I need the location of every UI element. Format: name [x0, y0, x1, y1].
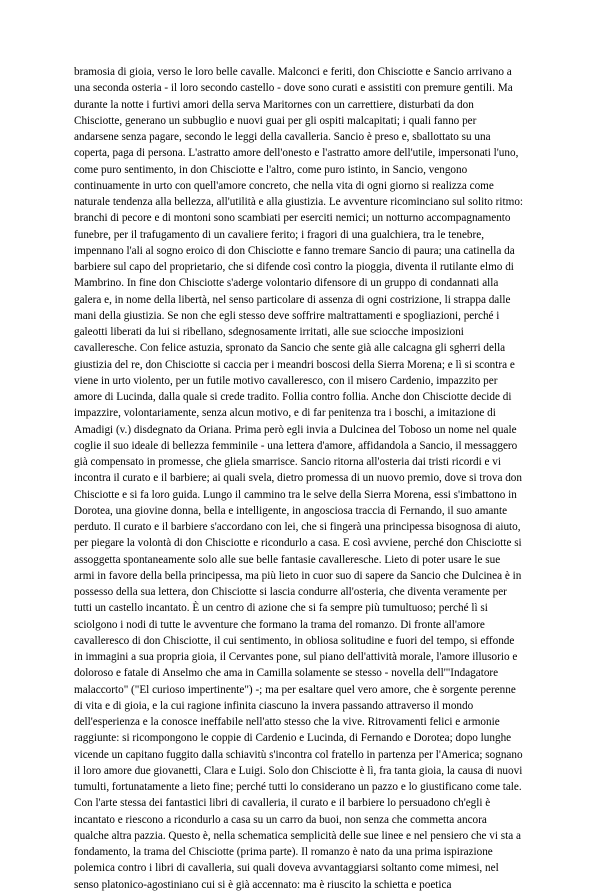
text-line: per piegare la volontà di don Chisciotte e ricondurlo a casa. E così avviene, perché don Chisciotte si — [74, 537, 522, 550]
text-line: incantato e riescono a ricondurlo a casa su un carro da buoi, non senza che commetta ancora — [74, 813, 487, 826]
text-line: Amadigi (v.) disdegnato da Oriana. Prima però egli invia a Dulcinea del Toboso un nome nel quale — [74, 423, 517, 436]
text-line: assoggetta spontaneamente solo alle sue belle fantasie cavalleresche. Lieto di poter usare le sue — [74, 553, 501, 566]
text-line: armi in favore della bella principessa, ma più lieto in cuor suo di sapere da Sancio che Dulcinea è in — [74, 569, 522, 582]
text-line: continuamente in urto con quell'amore concreto, che nella vita di ogni giorno si realizza come — [74, 179, 494, 192]
text-line: in immagini a sua propria gioia, il Cervantes pone, sul piano dell'attività morale, l'amore illusorio e — [74, 651, 518, 663]
text-line: naturale tendenza alla bellezza, all'utilità e alla giustizia. Le avventure ricominciano sul solito ritmo: — [74, 196, 524, 208]
text-line: impazzire, volontariamente, senza alcun motivo, e di far penitenza tra i boschi, a imitazione di — [74, 407, 496, 420]
text-line: funebre, per il trafugamento di un cavaliere ferito; i fragori di una gualchiera, tra le tenebre, — [74, 228, 485, 241]
text-line: qualche altra pazzia. Questo è, nella schematica semplicità delle sue linee e nel pensiero che vi sta a — [74, 829, 521, 842]
text-line: amore di Lucinda, dalla quale si crede tradito. Follia contro follia. Anche don Chisciotte decide di — [74, 391, 512, 403]
text-line: cavalleresco di don Chisciotte, il cui sentimento, in obliosa solitudine e fuori del tempo, si effonde — [74, 634, 515, 647]
text-line: fondamento, la trama del Chisciotte (prima parte). Il romanzo è nato da una prima ispirazione — [74, 846, 493, 858]
text-line: giustizia del re, don Chisciotte si caccia per i meandri boscosi della Sierra Morena; e lì si scontra e — [74, 358, 515, 371]
text-line: vicende un capitano fuggito dalla schiavitù s'incontra col fratello in partenza per l'America; sognano — [74, 748, 523, 761]
text-line: di vita e di gioia, e la cui ragione infinita ciascuno la invera passando attraverso il mondo — [74, 699, 474, 712]
text-line: già compensato in promesse, che gliela smarrisce. Sancio ritorna all'osteria dai tristi ricordi e vi — [74, 456, 502, 468]
text-line: mani della giustizia. Se non che egli stesso deve soffrire maltrattamenti e spogliazioni, perché i — [74, 309, 500, 322]
text-line: durante la notte i furtivi amori della serva Maritornes con un carrettiere, disturbati da don — [74, 98, 474, 111]
text-line: sciolgono i nodi di tutte le avventure che formano la trama del romanzo. Di fronte all'amore — [74, 618, 485, 631]
text-line: dell'esperienza e la conosce ineffabile nell'atto stesso che la vive. Ritrovamenti felici e armonie — [74, 716, 500, 728]
text-line: doloroso e fatale di Anselmo che ama in Camilla solamente se stesso - novella dell'"Indagatore — [74, 667, 499, 680]
text-line: galera e, in nome della libertà, nel senso particolare di assenza di ogni costrizione, li strappa dalle — [74, 293, 511, 306]
text-line: malaccorto" ("El curioso impertinente") -; ma per esaltare quel vero amore, che è sorgente perenne — [74, 683, 516, 696]
document-body — [74, 64, 536, 893]
text-line: Mambrino. In fine don Chisciotte s'aderge volontario difensore di un gruppo di condannati alla — [74, 277, 499, 290]
text-line: cavalleresche. Con felice astuzia, spronato da Sancio che sente già alle calcagna gli sgherri della — [74, 342, 506, 355]
text-line: barbiere sul capo del proprietario, che si difende così contro la pioggia, diventa il rutilante elmo di — [74, 261, 514, 273]
text-line: senso platonico-agostiniano cui si è già accennato: ma è riuscito la schietta e poetica — [74, 878, 452, 891]
text-line: impennano l'ali al sogno eroico di don Chisciotte e fanno tremare Sancio di paura; una catinella da — [74, 244, 515, 257]
text-line: Chisciotte e si fa loro guida. Lungo il cammino tra le selve della Sierra Morena, essi s'imbattono in — [74, 488, 517, 501]
text-line: andarsene senza pagare, secondo le leggi della cavalleria. Sancio è preso e, sballottato su una — [74, 131, 491, 143]
text-line: Con l'arte stessa dei fantastici libri di cavalleria, il curato e il barbiere lo persuadono ch'egli è — [74, 797, 491, 810]
text-line: coperta, paga di persona. L'astratto amore dell'onesto e l'astratto amore dell'utile, impersonati l'uno, — [74, 147, 519, 160]
text-line: possesso della sua lettera, don Chisciotte si lascia condurre all'osteria, che diventa veramente per — [74, 586, 507, 598]
text-line: il loro amore due giovanetti, Clara e Luigi. Solo don Chisciotte è lì, fra tanta gioia, la causa di nuovi — [74, 764, 523, 777]
text-line: branchi di pecore e di montoni sono scambiati per eserciti nemici; un notturno accompagnamento — [74, 212, 511, 225]
text-line: coglie il suo ideale di bellezza femminile - una lettera d'amore, affidandola a Sancio, il messaggero — [74, 439, 518, 452]
text-line: perduto. Il curato e il barbiere s'accordano con lei, che si fingerà una principessa bisognosa di aiuto, — [74, 521, 521, 533]
text-line: una seconda osteria - il loro secondo castello - dove sono curati e assistiti con premure gentili. Ma — [74, 82, 513, 95]
text-line: incontra il curato e il barbiere; ai quali svela, dietro promessa di un nuovo premio, dove si trova don — [74, 472, 522, 485]
text-line: come puro sentimento, in don Chisciotte e l'altro, come puro istinto, in Sancio, vengono — [74, 163, 468, 176]
text-line: raggiunte: si ricompongono le coppie di Cardenio e Lucinda, di Fernando e Dorotea; dopo lunghe — [74, 732, 512, 745]
text-line: polemica contro i libri di cavalleria, sui quali doveva avvantaggiarsi soltanto come mimesi, nel — [74, 862, 499, 875]
text-line: bramosia di gioia, verso le loro belle cavalle. Malconci e feriti, don Chisciotte e Sancio arrivano a — [74, 66, 512, 78]
text-line: tumulti, fortunatamente a lieto fine; perché tutti lo considerano un pazzo e lo giustificano come tale. — [74, 781, 522, 793]
text-line: Chisciotte, generano un subbuglio e nuovi guai per gli ospiti malcapitati; i quali fanno per — [74, 114, 477, 127]
text-line: Dorotea, una giovine donna, bella e intelligente, in angosciosa traccia di Fernando, il suo amante — [74, 504, 508, 517]
text-line: tutti un castello incantato. È un centro di azione che si fa sempre più tumultuoso; perché lì si — [74, 602, 488, 615]
text-line: viene in urto violento, per un futile motivo cavalleresco, con il misero Cardenio, impazzito per — [74, 374, 498, 387]
text-line: galeotti liberati da lui si ribellano, sdegnosamente irritati, alle sue sciocche imposizioni — [74, 326, 464, 338]
